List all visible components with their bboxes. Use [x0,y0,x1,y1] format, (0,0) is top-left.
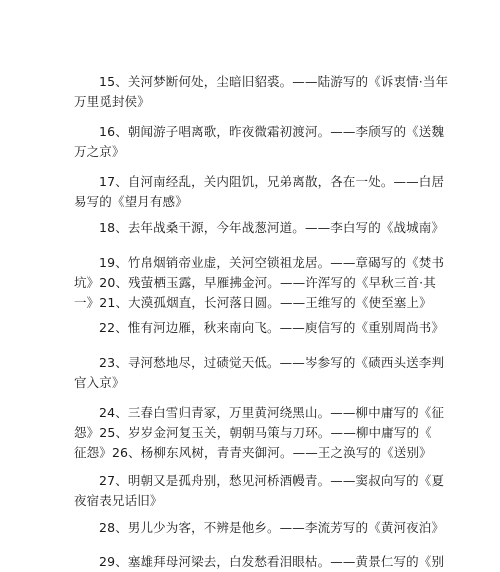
text-line: 28、男儿少为客，不辨是他乡。——李流芳写的《黄河夜泊》 [99,520,445,535]
quote-paragraph-17 [74,172,445,212]
quote-paragraph-28 [74,518,445,538]
text-line: 易写的《望月有感》 [74,194,188,209]
text-line: 一》21、大漠孤烟直，长河落日圆。——王维写的《使至塞上》 [74,295,432,310]
text-line: 官入京》 [74,375,125,390]
text-line: 万之京》 [74,144,125,159]
quote-paragraph-18 [74,218,445,238]
quote-paragraph-23 [74,353,445,393]
quote-paragraph-24-26 [74,403,445,463]
text-line: 24、三春白雪归青冢，万里黄河绕黑山。——柳中庸写的《征 [99,405,445,420]
quote-paragraph-15 [74,72,449,112]
quote-paragraph-22 [74,318,445,338]
text-line: 怨》25、岁岁金河复玉关，朝朝马策与刀环。——柳中庸写的《 [74,425,432,440]
text-line: 坑》20、残萤栖玉露，早雁拂金河。——许浑写的《早秋三首·其 [74,275,436,290]
text-line: 夜宿表兄话旧》 [74,493,163,508]
quote-paragraph-19-21 [74,253,445,313]
text-line: 18、去年战桑干源，今年战葱河道。——李白写的《战城南》 [99,220,445,235]
text-line: 万里觅封侯》 [74,94,150,109]
text-line: 17、自河南经乱，关内阻饥，兄弟离散，各在一处。——白居 [99,174,445,189]
text-line: 23、寻河愁地尽，过碛觉天低。——岑参写的《碛西头送李判 [99,355,445,370]
text-line: 19、竹帛烟销帝业虚，关河空锁祖龙居。——章碣写的《焚书 [99,255,445,270]
quote-paragraph-16 [74,122,445,162]
text-line: 27、明朝又是孤舟别，愁见河桥酒幔青。——窦叔向写的《夏 [99,473,445,488]
quote-paragraph-29 [74,552,445,572]
quote-paragraph-27 [74,471,445,511]
text-line: 15、关河梦断何处，尘暗旧貂裘。——陆游写的《诉衷情·当年 [99,74,449,89]
text-line: 29、塞雄拜母河梁去，白发愁看泪眼枯。——黄景仁写的《别 [99,554,445,569]
text-line: 22、惟有河边雁，秋来南向飞。——庾信写的《重别周尚书》 [99,320,445,335]
text-line: 16、朝闻游子唱离歌，昨夜微霜初渡河。——李颀写的《送魏 [99,124,445,139]
text-line: 征怨》26、杨柳东风树，青青夹御河。——王之涣写的《送别》 [74,445,432,460]
